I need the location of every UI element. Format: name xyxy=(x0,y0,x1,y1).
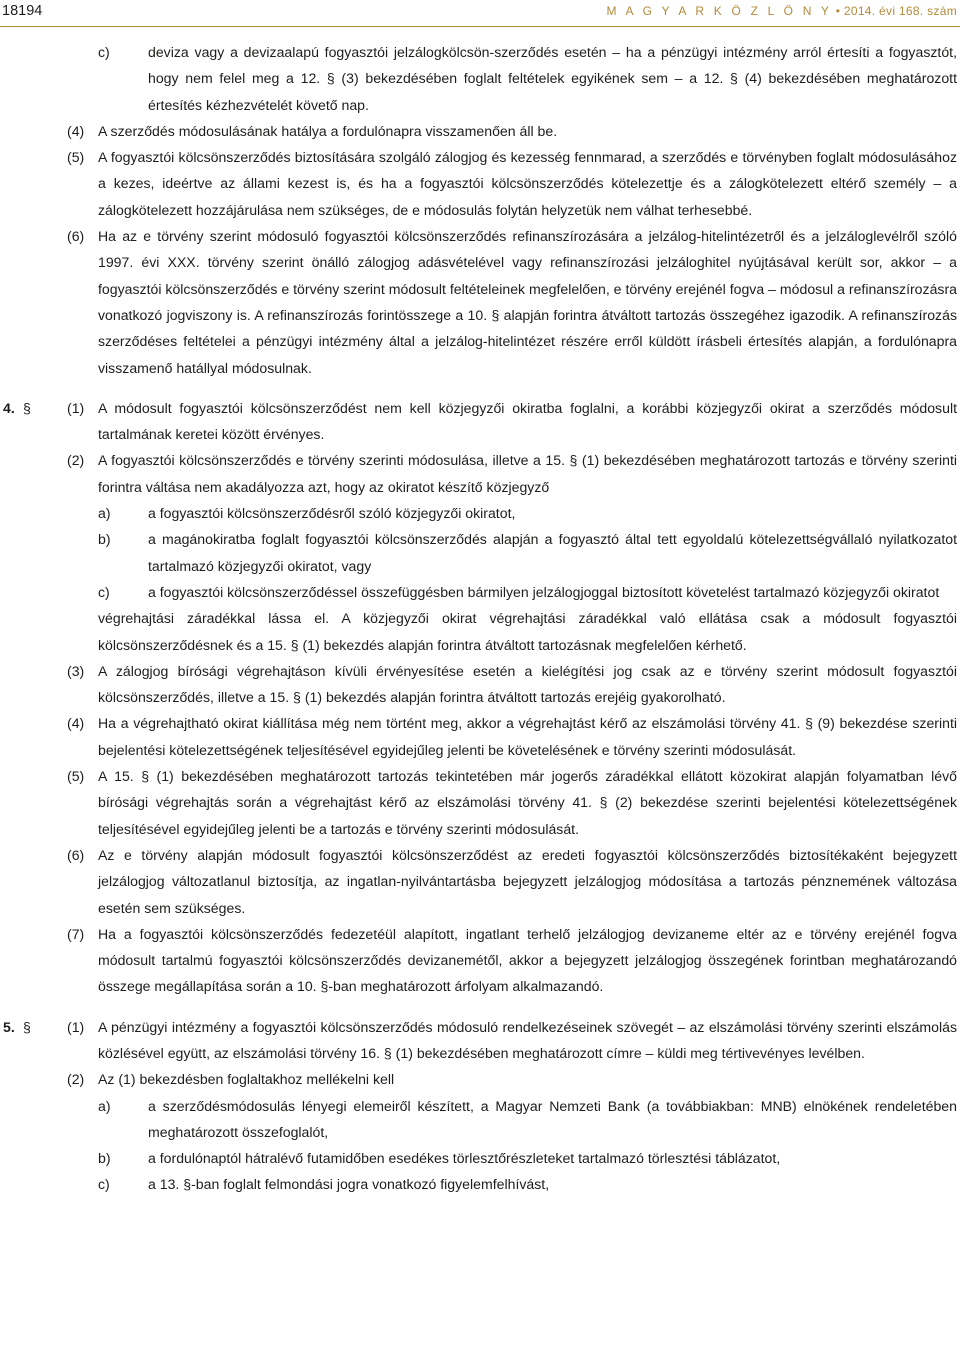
point-b xyxy=(0,1145,960,1171)
point-label: b) xyxy=(98,531,111,548)
paragraph-6 xyxy=(0,223,960,381)
section-5 xyxy=(0,1014,960,1067)
paragraph-label: (2) xyxy=(67,452,85,469)
paragraph-text: Ha a fogyasztói kölcsönszerződés fedezetéül alapított, ingatlant terhelő jelzálogjog devizaneme eltér az e törvény erejénél fogva módosult tartalmú fogyasztói kölcsönszerződés devizanemétől, akkor a bejegyzett jelzálogjog összegének forintban meghatározandó összege megállapítása során a 10. §-ban meghatározott árfolyam alkalmazandó. xyxy=(98,925,957,995)
paragraph-text: Az (1) bekezdésben foglaltakhoz mellékelni kell xyxy=(98,1071,395,1088)
paragraph-label: (4) xyxy=(67,122,85,139)
paragraph-1 xyxy=(0,1014,960,1067)
point-b xyxy=(0,526,960,579)
document-body xyxy=(0,39,960,1198)
paragraph-text: A pénzügyi intézmény a fogyasztói kölcsönszerződés módosuló rendelkezéseinek szövegét – az elszámolási törvény szerinti elszámolás közlésével együtt, az elszámolási törvény 16. § (1) bekezdésében meghatározott címre – küldi meg tértivevényes levélben. xyxy=(98,1018,957,1061)
point-text: a 13. §-ban foglalt felmondási jogra vonatkozó figyelemfelhívást, xyxy=(148,1176,550,1193)
continued-point-c xyxy=(0,39,960,118)
paragraph-label: (5) xyxy=(67,149,85,166)
point-text: a fogyasztói kölcsönszerződésről szóló közjegyzői okiratot, xyxy=(148,505,516,522)
paragraph-label: (2) xyxy=(67,1071,85,1088)
paragraph-text: A fogyasztói kölcsönszerződés biztosítására szolgáló zálogjog és kezesség fennmarad, a szerződés e törvényben foglalt módosulásához a kezes, ideértve az állami kezest is, és ha a fogyasztói kölcsönszerződés kötelezettje és a zálogkötelezett eltérő személy – a zálogkötelezett hozzájárulása nem szükséges, de e módosulás folytán helyzetük nem válhat terhesebbé. xyxy=(98,149,957,218)
journal-issue xyxy=(606,0,957,22)
closing-text: végrehajtási záradékkal lássa el. A közjegyzői okirat végrehajtási záradékkal való ellátása csak a módosult fogyasztói kölcsönszerződésnek és a 15. § (1) bekezdés alapján forintra átváltott tartozásnak megfelelően kérhető. xyxy=(98,610,957,653)
page-header xyxy=(0,0,960,22)
paragraph-label: (7) xyxy=(67,925,85,942)
point-text: a magánokiratba foglalt fogyasztói kölcsönszerződés alapján a fogyasztó által tett egyoldalú kötelezettségvállaló nyilatkozatot tartalmazó közjegyzői okiratot, vagy xyxy=(148,531,957,574)
section-symbol: § xyxy=(23,1018,31,1035)
header-rule xyxy=(0,26,960,27)
paragraph-5 xyxy=(0,763,960,842)
point-label: a) xyxy=(98,505,111,522)
point-label: c) xyxy=(98,583,110,600)
section-number: 4. xyxy=(3,399,15,416)
section-symbol: § xyxy=(23,399,31,416)
point-label: c) xyxy=(98,44,110,60)
paragraph-text: A szerződés módosulásának hatálya a fordulónapra visszamenően áll be. xyxy=(98,122,558,139)
paragraph-7 xyxy=(0,921,960,1000)
paragraph-label: (5) xyxy=(67,768,85,785)
paragraph-label: (3) xyxy=(67,662,85,679)
point-text: deviza vagy a devizaalapú fogyasztói jelzálogkölcsön-szerződés esetén – ha a pénzügyi intézmény arról értesíti a fogyasztót, hogy nem felel meg a 12. § (3) bekezdésében foglalt feltételek egyikének sem – a 12. § (4) bekezdésében meghatározott értesítés kézhezvételét követő nap. xyxy=(148,44,957,113)
paragraph-text: Az e törvény alapján módosult fogyasztói kölcsönszerződést az eredeti fogyasztói kölcsönszerződés biztosítékaként bejegyzett jelzálogjog változatlanul biztosítja, az ingatlan-nyilvántartásba bejegyzett jelzálogjog módosítása a tartozás pénznemének változása esetén sem szükséges. xyxy=(98,846,957,916)
point-text: a szerződésmódosulás lényegi elemeiről készített, a Magyar Nemzeti Bank (a továbbiakban: MNB) elnökének rendeletében meghatározott összefoglalót, xyxy=(148,1097,957,1140)
paragraph-label: (1) xyxy=(67,399,85,416)
issue-number: 2014. évi 168. szám xyxy=(843,4,957,18)
paragraph-label: (6) xyxy=(67,228,85,245)
section-4 xyxy=(0,395,960,448)
point-a xyxy=(0,1093,960,1146)
paragraph-5 xyxy=(0,144,960,223)
paragraph-text: A fogyasztói kölcsönszerződés e törvény szerinti módosulása, illetve a 15. § (1) bekezdésében meghatározott tartozás e törvény szerinti forintra váltása nem akadályozza azt, hogy az okiratot készítő közjegyző xyxy=(98,452,957,495)
paragraph-text: A 15. § (1) bekezdésében meghatározott tartozás tekintetében már jogerős záradékkal ellátott közokirat alapján folyamatban lévő bírósági végrehajtás során a végrehajtást kérő az elszámolási törvény 41. § (2) bekezdése szerinti bejelentési kötelezettségének teljesítésével egyidejűleg jelenti be a tartozás e törvény szerinti módosulását. xyxy=(98,768,957,837)
point-label: c) xyxy=(98,1176,110,1193)
section-number: 5. xyxy=(3,1018,15,1035)
point-c xyxy=(0,579,960,605)
point-c xyxy=(0,1171,960,1197)
paragraph-text: Ha az e törvény szerint módosuló fogyasztói kölcsönszerződés refinanszírozására a jelzálog-hitelintézetről és a jelzáloglevélről szóló 1997. évi XXX. törvény szerint önálló zálogjog adásvételével vagy refinanszírozási jelzáloghitel nyújtásával került sor, akkor – a fogyasztói kölcsönszerződés e törvény szerint módosult feltételeinek megfelelően, e törvény erejénél fogva – módosul a refinanszírozásra vonatkozó jogviszony is. A refinanszírozás forintösszege a 10. § alapján forintra átváltott tartozás összegéhez igazodik. A refinanszírozás szerződéses feltételei a pénzügyi intézmény által a jelzálog-hitelintézet részére erről küldött írásbeli értesítés alapján, a fordulónapra visszamenő hatállyal módosulnak. xyxy=(98,228,957,376)
journal-title: M A G Y A R K Ö Z L Ö N Y xyxy=(606,4,833,18)
paragraph-3 xyxy=(0,658,960,711)
paragraph-1 xyxy=(0,395,960,448)
paragraph-text: Ha a végrehajtható okirat kiállítása még nem történt meg, akkor a végrehajtást kérő az elszámolási törvény 41. § (9) bekezdése szerinti bejelentési kötelezettségének teljesítésével egyidejűleg jelenti be követelésének e törvény szerinti módosulását. xyxy=(98,715,957,758)
paragraph-2 xyxy=(0,1066,960,1092)
point-label: a) xyxy=(98,1097,111,1114)
paragraph-2-closing xyxy=(0,605,960,658)
page-number: 18194 xyxy=(2,3,43,19)
paragraph-label: (6) xyxy=(67,846,85,863)
paragraph-label: (4) xyxy=(67,715,85,732)
paragraph-2 xyxy=(0,447,960,500)
paragraph-text: A zálogjog bírósági végrehajtáson kívüli érvényesítése esetén a kielégítési jog csak az e törvény szerint módosult fogyasztói kölcsönszerződés, illetve a 15. § (1) bekezdés alapján forintra átváltott tartozás erejéig gyakorolható. xyxy=(98,662,957,706)
point-label: b) xyxy=(98,1150,111,1167)
paragraph-text: A módosult fogyasztói kölcsönszerződést nem kell közjegyzői okiratba foglalni, a korábbi közjegyzői okirat a szerződés módosult tartalmának keretei között érvényes. xyxy=(98,399,957,443)
point-a xyxy=(0,500,960,526)
point-text: a fordulónaptól hátralévő futamidőben esedékes törlesztőrészleteket tartalmazó törlesztési táblázatot, xyxy=(148,1150,781,1167)
header-bullet: • xyxy=(835,4,841,18)
paragraph-4 xyxy=(0,118,960,144)
point-text: a fogyasztói kölcsönszerződéssel összefüggésben bármilyen jelzálogjoggal biztosított követelést tartalmazó közjegyzői okiratot xyxy=(148,583,940,600)
paragraph-label: (1) xyxy=(67,1018,85,1035)
paragraph-4 xyxy=(0,710,960,763)
paragraph-6 xyxy=(0,842,960,921)
